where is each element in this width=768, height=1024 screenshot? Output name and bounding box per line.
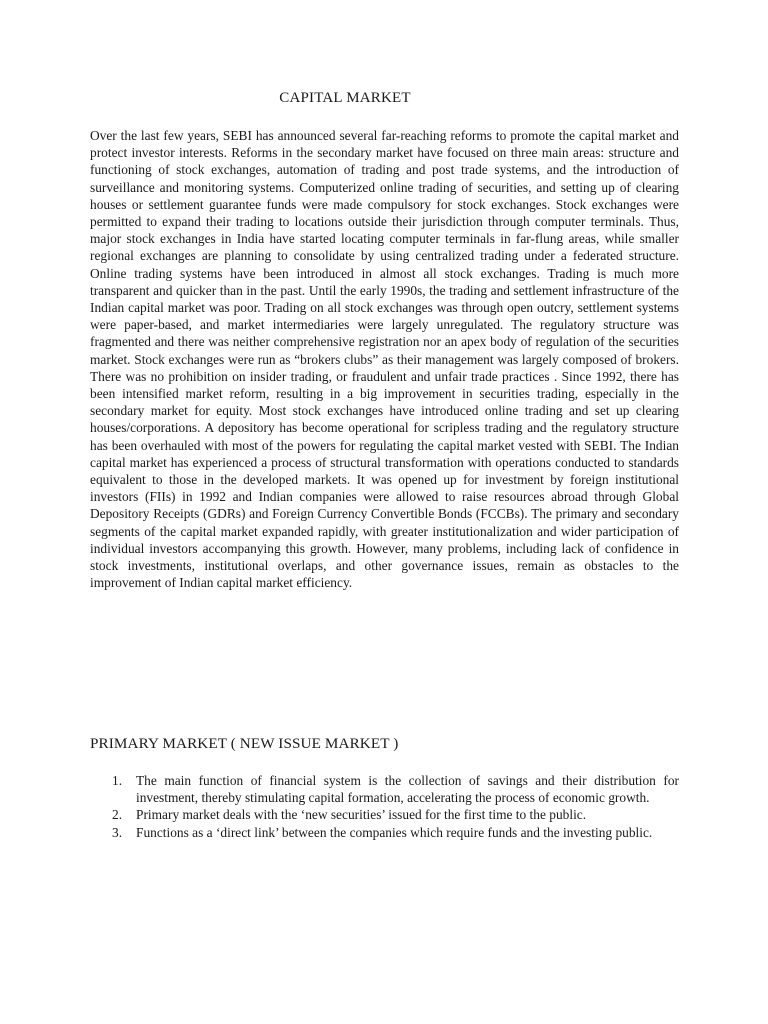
list-item-text: Functions as a ‘direct link’ between the companies which require funds and the investing public.	[136, 824, 653, 840]
numbered-list	[90, 772, 679, 841]
list-item-number: 1.	[112, 773, 123, 788]
list-item-text: The main function of financial system is the collection of savings and their distribution for investment, thereby stimulating capital formation, accelerating the process of economic growth.	[136, 773, 679, 806]
list-item	[90, 824, 679, 841]
list-item-number: 2.	[112, 807, 123, 823]
body-paragraph: Over the last few years, SEBI has announced several far-reaching reforms to promote the capital market and protect investor interests. Reforms in the secondary market have focused on three main areas: structure and functioning of stock exchanges, automation of trading and post trade systems, and the introduction of surveillance and monitoring systems. Computerized online trading of securities, and setting up of clearing houses or settlement guarantee funds were made compulsory for stock exchanges. Stock exchanges were permitted to expand their trading to locations outside their jurisdiction through computer terminals. Thus, major stock exchanges in India have started locating computer terminals in far-flung areas, while smaller regional exchanges are planning to consolidate by using centralized trading under a federated structure. Online trading systems have been introduced in almost all stock exchanges. Trading is much more transparent and quicker than in the past. Until the early 1990s, the trading and settlement infrastructure of the Indian capital market was poor. Trading on all stock exchanges was through open outcry, settlement systems were paper-based, and market intermediaries were largely unregulated. The regulatory structure was fragmented and there was neither comprehensive registration nor an apex body of regulation of the securities market. Stock exchanges were run as “brokers clubs” as their management was largely composed of brokers. There was no prohibition on insider trading, or fraudulent and unfair trade practices . Since 1992, there has been intensified market reform, resulting in a big improvement in securities trading, especially in the secondary market for equity. Most stock exchanges have introduced online trading and set up clearing houses/corporations. A depository has become operational for scripless trading and the regulatory structure has been overhauled with most of the powers for regulating the capital market vested with SEBI. The Indian capital market has experienced a process of structural transformation with operations conducted to standards equivalent to those in the developed markets. It was opened up for investment by foreign institutional investors (FIIs) in 1992 and Indian companies were allowed to raise resources abroad through Global Depository Receipts (GDRs) and Foreign Currency Convertible Bonds (FCCBs). The primary and secondary segments of the capital market expanded rapidly, with greater institutionalization and wider participation of individual investors accompanying this growth. However, many problems, including lack of confidence in stock investments, institutional overlaps, and other governance issues, remain as obstacles to the improvement of Indian capital market efficiency.	[90, 128, 679, 591]
page-title	[0, 90, 768, 107]
list-item-number: 3.	[112, 824, 123, 840]
list-item	[90, 772, 679, 806]
list-item	[90, 806, 679, 823]
section-heading: PRIMARY MARKET ( NEW ISSUE MARKET )	[90, 735, 399, 752]
page-title-text: CAPITAL MARKET	[279, 90, 411, 106]
list-item-text: Primary market deals with the ‘new securities’ issued for the first time to the public.	[136, 807, 587, 823]
